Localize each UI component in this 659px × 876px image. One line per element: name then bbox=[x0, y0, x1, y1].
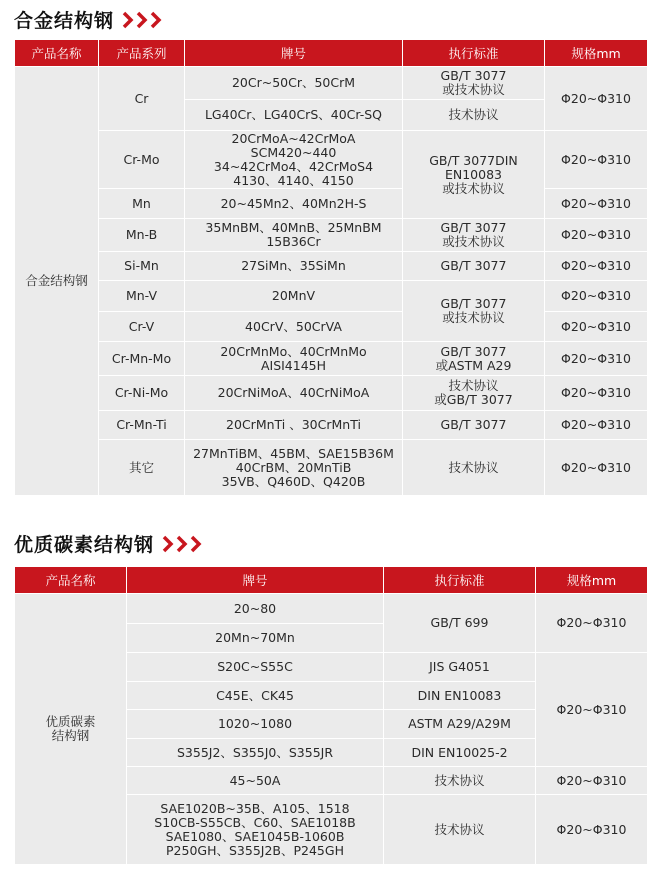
table-row bbox=[15, 189, 648, 219]
table-row bbox=[15, 252, 648, 281]
standard-cell: GB/T 699 bbox=[384, 594, 536, 653]
spec-cell: Φ20~Φ310 bbox=[536, 594, 648, 653]
grade-cell: 35MnBM、40MnB、25MnBM 15B36Cr bbox=[185, 219, 403, 252]
header-product-name: 产品名称 bbox=[15, 567, 127, 594]
section-title-text: 优质碳素结构钢 bbox=[14, 534, 155, 556]
grade-cell: 45~50A bbox=[127, 767, 384, 795]
standard-cell: GB/T 3077 或技术协议 bbox=[403, 219, 545, 252]
carbon-steel-table bbox=[14, 566, 648, 865]
grade-cell: 20Cr~50Cr、50CrM bbox=[185, 67, 403, 100]
grade-cell: SAE1020B~35B、A105、1518 S10CB-S55CB、C60、SAE1018B SAE1080、SAE1045B-1060B P250GH、S355J2B、P245GH bbox=[127, 795, 384, 865]
series-cell: 其它 bbox=[99, 440, 185, 496]
standard-cell: DIN EN10083 bbox=[384, 682, 536, 710]
grade-cell: 20~80 bbox=[127, 594, 384, 624]
table-row bbox=[15, 312, 648, 342]
grade-cell: C45E、CK45 bbox=[127, 682, 384, 710]
spec-cell: Φ20~Φ310 bbox=[536, 795, 648, 865]
triple-chevron-icon bbox=[162, 535, 206, 553]
table-row bbox=[15, 376, 648, 411]
series-cell: Cr bbox=[99, 67, 185, 131]
header-product-name: 产品名称 bbox=[15, 40, 99, 67]
standard-cell: 技术协议 bbox=[384, 795, 536, 865]
series-cell: Cr-Mn-Ti bbox=[99, 411, 185, 440]
standard-cell: 技术协议 bbox=[384, 767, 536, 795]
grade-cell: 20MnV bbox=[185, 281, 403, 312]
section-title-text: 合金结构钢 bbox=[14, 10, 115, 32]
table-header-row bbox=[15, 40, 648, 67]
standard-cell: GB/T 3077 或技术协议 bbox=[403, 67, 545, 100]
spec-cell: Φ20~Φ310 bbox=[545, 219, 648, 252]
product-name-cell: 合金结构钢 bbox=[15, 67, 99, 496]
header-product-series: 产品系列 bbox=[99, 40, 185, 67]
series-cell: Cr-Mo bbox=[99, 131, 185, 189]
grade-cell: 40CrV、50CrVA bbox=[185, 312, 403, 342]
standard-cell: GB/T 3077 bbox=[403, 411, 545, 440]
product-name-cell: 优质碳素 结构钢 bbox=[15, 594, 127, 865]
spec-cell: Φ20~Φ310 bbox=[545, 342, 648, 376]
grade-cell: S355J2、S355J0、S355JR bbox=[127, 739, 384, 767]
header-grade: 牌号 bbox=[185, 40, 403, 67]
series-cell: Mn bbox=[99, 189, 185, 219]
table-row bbox=[15, 281, 648, 312]
standard-cell: GB/T 3077 或ASTM A29 bbox=[403, 342, 545, 376]
table-row bbox=[15, 67, 648, 100]
table-row bbox=[15, 440, 648, 496]
grade-cell: 20CrMoA~42CrMoA SCM420~440 34~42CrMo4、42CrMoS4 4130、4140、4150 bbox=[185, 131, 403, 189]
grade-cell: 20CrMnMo、40CrMnMo AISI4145H bbox=[185, 342, 403, 376]
spec-cell: Φ20~Φ310 bbox=[545, 131, 648, 189]
series-cell: Cr-V bbox=[99, 312, 185, 342]
standard-cell: DIN EN10025-2 bbox=[384, 739, 536, 767]
grade-cell: 1020~1080 bbox=[127, 710, 384, 739]
grade-cell: 27MnTiBM、45BM、SAE15B36M 40CrBM、20MnTiB 35VB、Q460D、Q420B bbox=[185, 440, 403, 496]
table-row bbox=[15, 594, 648, 624]
series-cell: Si-Mn bbox=[99, 252, 185, 281]
grade-cell: 20~45Mn2、40Mn2H-S bbox=[185, 189, 403, 219]
header-spec: 规格mm bbox=[536, 567, 648, 594]
spec-cell: Φ20~Φ310 bbox=[545, 281, 648, 312]
header-grade: 牌号 bbox=[127, 567, 384, 594]
spec-cell: Φ20~Φ310 bbox=[545, 440, 648, 496]
section-title-carbon bbox=[14, 530, 206, 557]
standard-cell: 技术协议 bbox=[403, 440, 545, 496]
standard-cell: 技术协议 bbox=[403, 100, 545, 131]
spec-cell: Φ20~Φ310 bbox=[545, 252, 648, 281]
spec-cell: Φ20~Φ310 bbox=[545, 189, 648, 219]
standard-cell: ASTM A29/A29M bbox=[384, 710, 536, 739]
spec-cell: Φ20~Φ310 bbox=[545, 376, 648, 411]
table-row bbox=[15, 411, 648, 440]
grade-cell: 20CrMnTi 、30CrMnTi bbox=[185, 411, 403, 440]
spec-cell: Φ20~Φ310 bbox=[545, 312, 648, 342]
spec-cell: Φ20~Φ310 bbox=[545, 67, 648, 131]
spec-cell: Φ20~Φ310 bbox=[536, 653, 648, 767]
table-header-row bbox=[15, 567, 648, 594]
grade-cell: 20CrNiMoA、40CrNiMoA bbox=[185, 376, 403, 411]
standard-cell: JIS G4051 bbox=[384, 653, 536, 682]
alloy-steel-table bbox=[14, 39, 648, 496]
standard-cell: 技术协议 或GB/T 3077 bbox=[403, 376, 545, 411]
table-row bbox=[15, 219, 648, 252]
series-cell: Mn-B bbox=[99, 219, 185, 252]
standard-cell: GB/T 3077 bbox=[403, 252, 545, 281]
grade-cell: LG40Cr、LG40CrS、40Cr-SQ bbox=[185, 100, 403, 131]
series-cell: Cr-Mn-Mo bbox=[99, 342, 185, 376]
section-title-alloy bbox=[14, 6, 166, 33]
grade-cell: 27SiMn、35SiMn bbox=[185, 252, 403, 281]
series-cell: Mn-V bbox=[99, 281, 185, 312]
grade-cell: S20C~S55C bbox=[127, 653, 384, 682]
table-row bbox=[15, 131, 648, 189]
spec-cell: Φ20~Φ310 bbox=[545, 411, 648, 440]
header-standard: 执行标准 bbox=[403, 40, 545, 67]
standard-cell: GB/T 3077DIN EN10083 或技术协议 bbox=[403, 131, 545, 219]
spec-cell: Φ20~Φ310 bbox=[536, 767, 648, 795]
header-standard: 执行标准 bbox=[384, 567, 536, 594]
standard-cell: GB/T 3077 或技术协议 bbox=[403, 281, 545, 342]
triple-chevron-icon bbox=[122, 11, 166, 29]
table-row bbox=[15, 342, 648, 376]
header-spec: 规格mm bbox=[545, 40, 648, 67]
grade-cell: 20Mn~70Mn bbox=[127, 624, 384, 653]
series-cell: Cr-Ni-Mo bbox=[99, 376, 185, 411]
